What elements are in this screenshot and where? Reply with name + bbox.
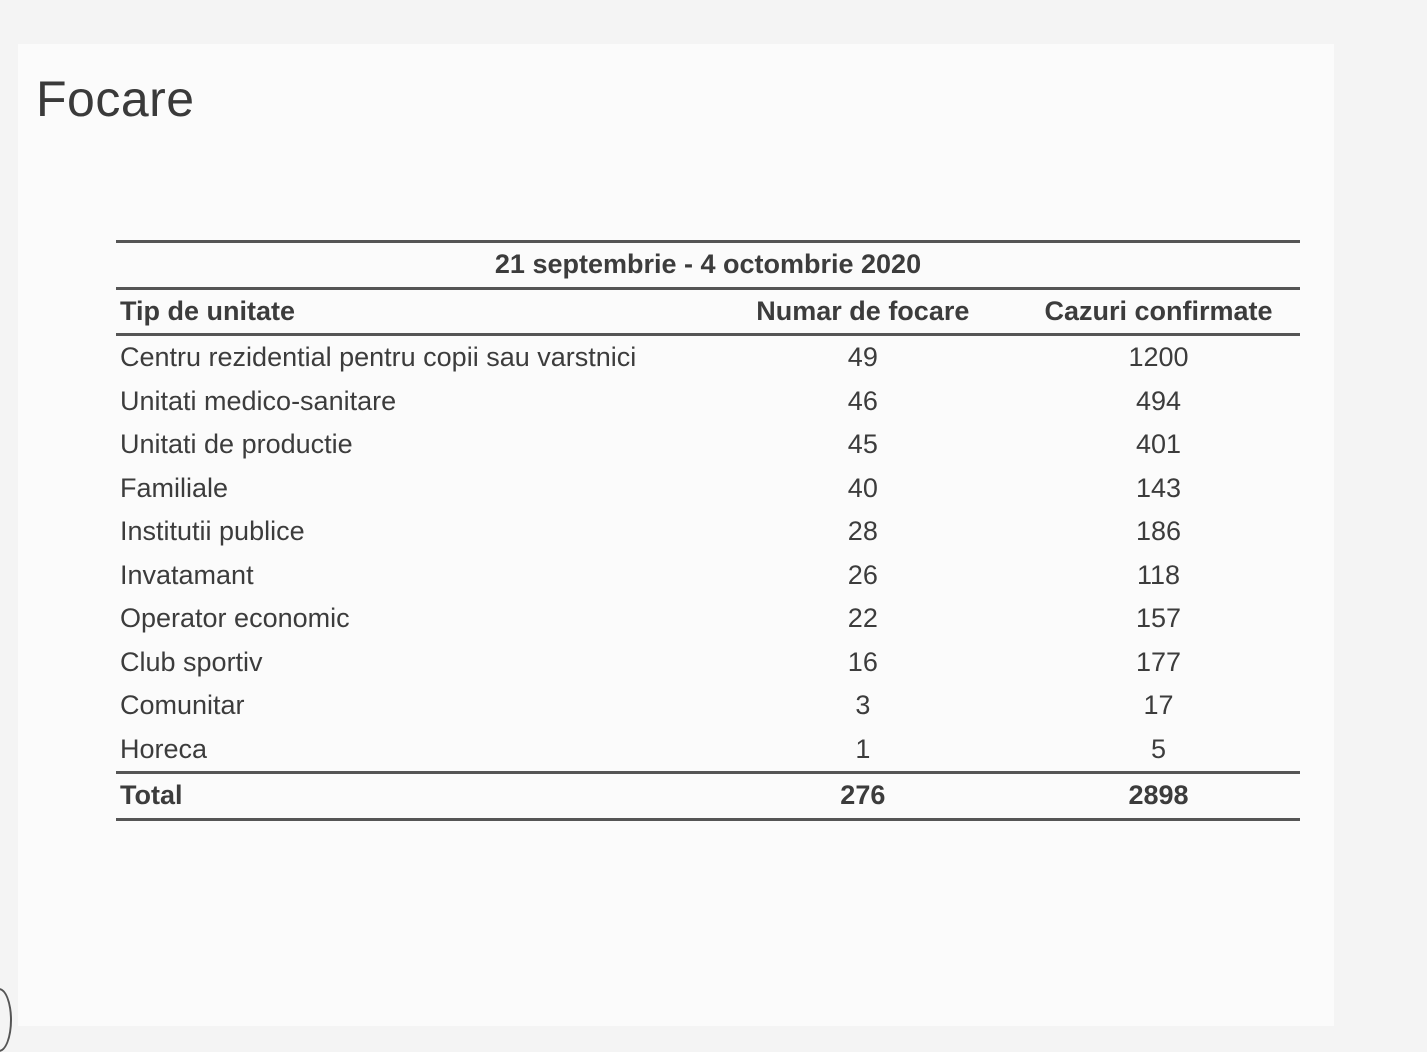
table-row [116, 684, 1300, 728]
row-type: Invatamant [120, 559, 254, 590]
table-row [116, 380, 1300, 424]
table-row [116, 510, 1300, 554]
total-label: Total [116, 773, 709, 820]
row-type: Comunitar [120, 690, 245, 720]
row-outbreaks: 26 [847, 559, 878, 590]
row-type: Operator economic [120, 603, 350, 633]
row-outbreaks: 1 [855, 733, 871, 764]
row-cases: 1200 [1128, 342, 1189, 372]
table-row [116, 335, 1300, 380]
table-row [116, 423, 1300, 467]
row-type: Centru rezidential pentru copii sau varstnici [120, 342, 637, 372]
period-header: 21 septembrie - 4 octombrie 2020 [116, 242, 1300, 289]
row-outbreaks: 40 [847, 472, 878, 503]
total-outbreaks: 276 [709, 773, 1017, 820]
row-type: Club sportiv [120, 646, 263, 677]
column-header-cases: Cazuri confirmate [1017, 288, 1300, 335]
row-outbreaks: 16 [847, 646, 878, 677]
corner-arc-decoration [0, 988, 12, 1052]
total-row [116, 773, 1300, 820]
total-cases: 2898 [1017, 773, 1300, 820]
row-outbreaks: 3 [855, 690, 871, 720]
row-cases: 17 [1143, 690, 1174, 720]
row-cases: 494 [1135, 385, 1182, 416]
row-cases: 401 [1135, 429, 1182, 459]
row-type: Familiale [120, 472, 229, 503]
column-header-type: Tip de unitate [116, 288, 709, 335]
row-type: Unitati medico-sanitare [120, 385, 397, 416]
row-outbreaks: 28 [847, 516, 878, 546]
column-header-outbreaks: Numar de focare [709, 288, 1017, 335]
row-type: Unitati de productie [120, 429, 353, 459]
table-row [116, 597, 1300, 641]
row-outbreaks: 49 [847, 342, 878, 372]
row-outbreaks: 46 [847, 385, 878, 416]
row-outbreaks: 45 [847, 429, 878, 459]
table-row [116, 728, 1300, 773]
outbreaks-table [116, 240, 1300, 821]
row-cases: 143 [1135, 472, 1182, 503]
table-row [116, 467, 1300, 511]
row-cases: 157 [1135, 603, 1182, 633]
row-type: Institutii publice [120, 516, 305, 546]
row-cases: 118 [1136, 559, 1180, 590]
table-row [116, 554, 1300, 598]
row-type: Horeca [120, 733, 208, 764]
table-row [116, 641, 1300, 685]
period-row [116, 242, 1300, 289]
column-header-row [116, 288, 1300, 335]
row-cases: 177 [1135, 646, 1182, 677]
row-cases: 5 [1150, 733, 1166, 764]
page-title: Focare [36, 71, 195, 127]
row-cases: 186 [1135, 516, 1182, 546]
row-outbreaks: 22 [847, 603, 878, 633]
